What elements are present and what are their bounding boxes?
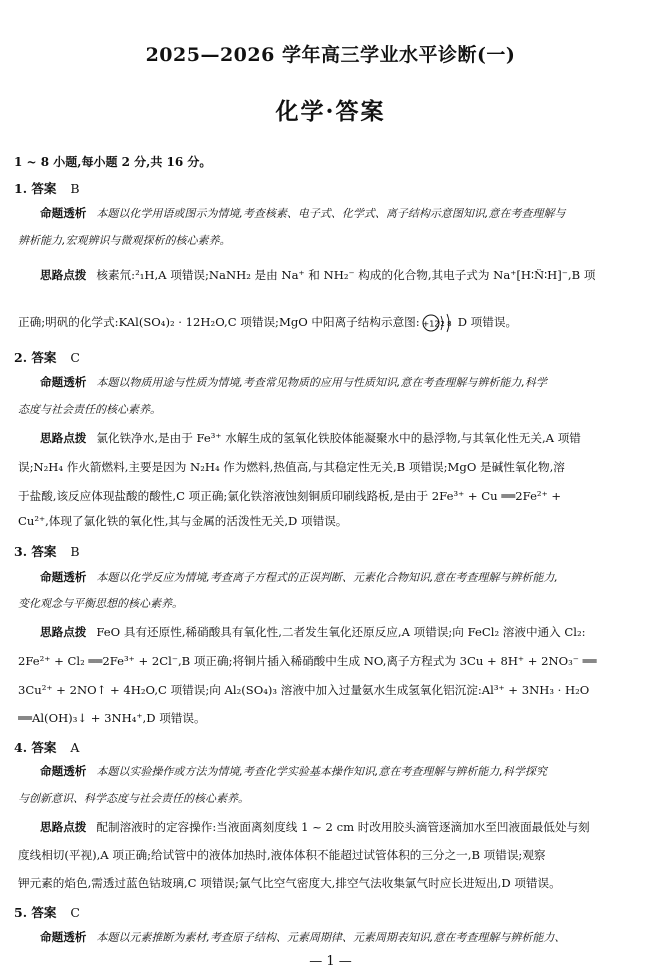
hint-line: 2Fe²⁺ + Cl₂ ══2Fe³⁺ + 2Cl⁻,B 项正确;将铜片插入稀硝酸中生成 NO,离子方程式为 3Cu + 8H⁺ + 2NO₃⁻ ══ bbox=[18, 654, 597, 668]
analysis-line: 命题透析 本题以元素推断为素材,考查原子结构、元素周期律、元素周期表知识,意在考查理解与辨析能力、 bbox=[40, 930, 566, 944]
question-number: 3. 答案 bbox=[14, 544, 57, 559]
section-intro: 1 ~ 8 小题,每小题 2 分,共 16 分。 bbox=[14, 155, 212, 169]
atom-shells: 2 8 bbox=[440, 320, 452, 328]
hint-line: 思路点拨 FeO 具有还原性,稀硝酸具有氧化性,二者发生氧化还原反应,A 项错误;向 FeCl₂ 溶液中通入 Cl₂: bbox=[40, 625, 586, 639]
answer-value: B bbox=[70, 544, 80, 559]
analysis-line: 命题透析 本题以化学反应为情境,考查离子方程式的正误判断、元素化合物知识,意在考查理解与辨析能力, bbox=[40, 570, 558, 584]
hint-line: 度线相切(平视),A 项正确;给试管中的液体加热时,液体体积不能超过试管体积的三分之一,B 项错误;观察 bbox=[18, 848, 546, 862]
hint-line: 3Cu²⁺ + 2NO↑ + 4H₂O,C 项错误;向 Al₂(SO₄)₃ 溶液中加入过量氨水生成氢氧化铝沉淀:Al³⁺ + 3NH₃ · H₂O bbox=[18, 683, 590, 697]
hint-label: 思路点拨 bbox=[40, 431, 87, 445]
hint-line: 思路点拨 氯化铁净水,是由于 Fe³⁺ 水解生成的氢氧化铁胶体能凝聚水中的悬浮物,与其氧化性无关,A 项错 bbox=[40, 431, 581, 445]
hint-line: ══Al(OH)₃↓ + 3NH₄⁺,D 项错误。 bbox=[18, 711, 206, 725]
page-number: — 1 — bbox=[309, 954, 352, 969]
analysis-line: 与创新意识、科学态度与社会责任的核心素养。 bbox=[18, 792, 249, 805]
hint-line: Cu²⁺,体现了氯化铁的氧化性,其与金属的活泼性无关,D 项错误。 bbox=[18, 514, 348, 528]
analysis-line: 命题透析 本题以物质用途与性质为情境,考查常见物质的应用与性质知识,意在考查理解与辨析能力,科学 bbox=[40, 375, 547, 389]
hint-label: 思路点拨 bbox=[40, 625, 87, 639]
analysis-label: 命题透析 bbox=[40, 570, 87, 584]
hint-line: 钾元素的焰色,需透过蓝色钴玻璃,C 项错误;氯气比空气密度大,排空气法收集氯气时应长进短出,D 项错误。 bbox=[18, 876, 561, 890]
analysis-label: 命题透析 bbox=[40, 764, 87, 778]
analysis-label: 命题透析 bbox=[40, 206, 87, 220]
question-number: 1. 答案 bbox=[14, 181, 57, 196]
hint-line: 思路点拨 核素氘:²₁H,A 项错误;NaNH₂ 是由 Na⁺ 和 NH₂⁻ 构成的化合物,其电子式为 Na⁺[H∶N̈∶H]⁻,B 项 bbox=[40, 268, 596, 282]
analysis-line: 变化观念与平衡思想的核心素养。 bbox=[18, 597, 183, 610]
atom-nucleus: +12 bbox=[422, 319, 440, 329]
hint-line: 思路点拨 配制溶液时的定容操作:当液面离刻度线 1 ~ 2 cm 时改用胶头滴管逐滴加水至凹液面最低处与刻 bbox=[40, 820, 590, 834]
hint-line: 于盐酸,该反应体现盐酸的酸性,C 项正确;氯化铁溶液蚀刻铜质印刷线路板,是由于 2Fe³⁺ + Cu ══2Fe²⁺ + bbox=[18, 489, 562, 503]
answer-line bbox=[14, 903, 80, 921]
analysis-label: 命题透析 bbox=[40, 375, 87, 389]
analysis-line: 命题透析 本题以实验操作或方法为情境,考查化学实验基本操作知识,意在考查理解与辨析能力,科学探究 bbox=[40, 764, 547, 778]
answer-line bbox=[14, 738, 79, 756]
analysis-line: 辨析能力,宏观辨识与微观探析的核心素养。 bbox=[18, 234, 231, 247]
page-title: 2025—2026 学年高三学业水平诊断(一) bbox=[145, 44, 516, 66]
analysis-label: 命题透析 bbox=[40, 930, 87, 944]
hint-line: 正确;明矾的化学式:KAl(SO₄)₂ · 12H₂O,C 项错误;MgO 中阳离子结构示意图: +12 2 8 D 项错误。 bbox=[18, 307, 647, 337]
ion-structure-diagram bbox=[422, 309, 456, 337]
hint-line: 误;N₂H₄ 作火箭燃料,主要是因为 N₂H₄ 作为燃料,热值高,与其稳定性无关,B 项错误;MgO 是碱性氧化物,溶 bbox=[18, 460, 565, 474]
hint-label: 思路点拨 bbox=[40, 820, 87, 834]
answer-line bbox=[14, 179, 80, 197]
answer-line bbox=[14, 348, 80, 366]
answer-value: A bbox=[70, 740, 80, 755]
question-number: 4. 答案 bbox=[14, 740, 57, 755]
answer-value: C bbox=[70, 350, 80, 365]
hint-label: 思路点拨 bbox=[40, 268, 87, 282]
page-subtitle: 化学·答案 bbox=[275, 98, 386, 125]
question-number: 5. 答案 bbox=[14, 905, 57, 920]
analysis-line: 态度与社会责任的核心素养。 bbox=[18, 403, 161, 416]
answer-line bbox=[14, 542, 80, 560]
analysis-line: 命题透析 本题以化学用语或图示为情境,考查核素、电子式、化学式、离子结构示意图知识,意在考查理解与 bbox=[40, 206, 566, 220]
question-number: 2. 答案 bbox=[14, 350, 57, 365]
answer-value: C bbox=[70, 905, 80, 920]
answer-value: B bbox=[70, 181, 80, 196]
